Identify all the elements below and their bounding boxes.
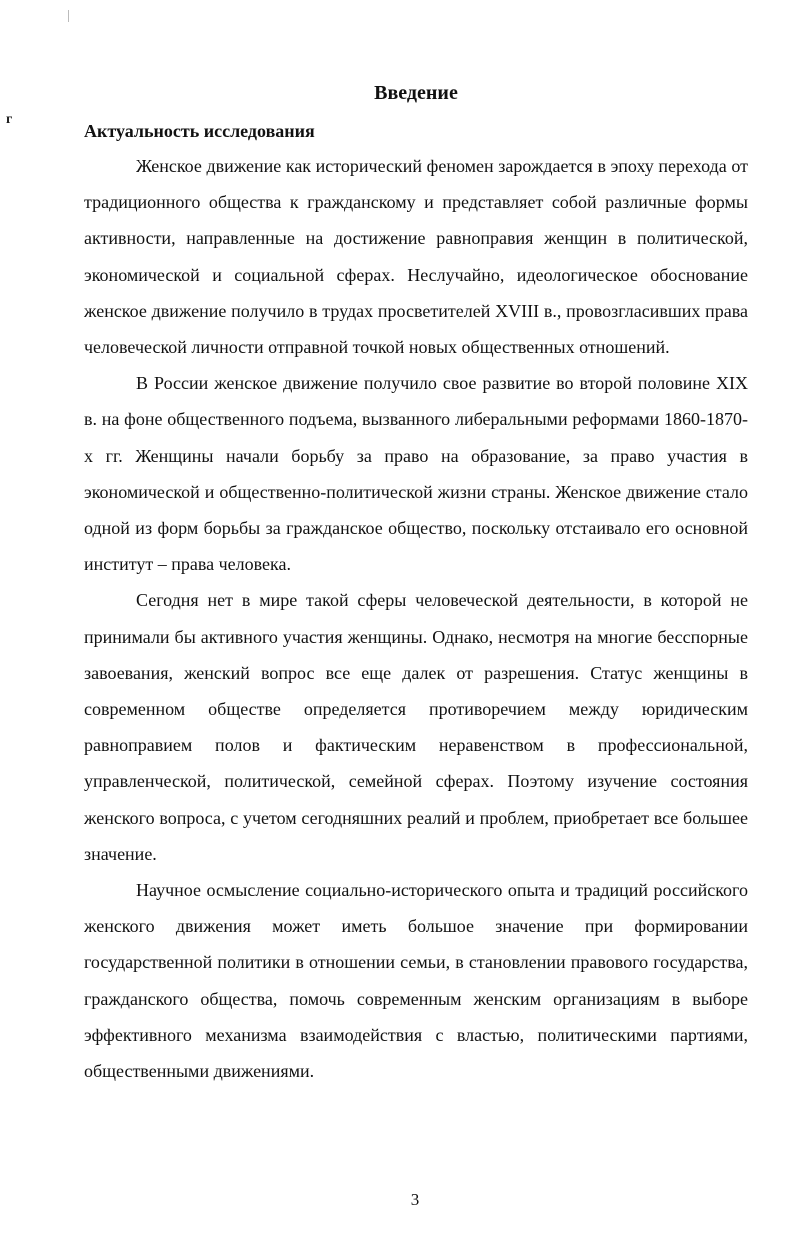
section-heading: Актуальность исследования (84, 121, 315, 141)
document-page (84, 78, 748, 1089)
scan-artifact-tick (68, 10, 69, 22)
margin-mark: г (6, 112, 13, 127)
paragraph-3: Сегодня нет в мире такой сферы человеческой деятельности, в которой не принимали бы активного участия женщины. Однако, несмотря на многие бесспорные завоевания, женский вопрос все еще далек от разрешения. Статус женщины в современном обществе определяется противоречием между юридическим равноправием полов и фактическим неравенством в профессиональной, управленческой, политической, семейной сферах. Поэтому изучение состояния женского вопроса, с учетом сегодняшних реалий и проблем, приобретает все большее значение. (84, 590, 748, 864)
page-number: 3 (410, 1190, 420, 1209)
paragraph-2: В России женское движение получило свое развитие во второй половине XIX в. на фоне общественного подъема, вызванного либеральными реформами 1860-1870-х гг. Женщины начали борьбу за право на образование, за право участия в экономической и общественно-политической жизни страны. Женское движение стало одной из форм борьбы за гражданское общество, поскольку отстаивало его основной институт – права человека. (84, 373, 748, 575)
paragraph-1: Женское движение как исторический феномен зарождается в эпоху перехода от традиционного общества к гражданскому и представляет собой различные формы активности, направленные на достижение равноправия женщин в политической, экономической и социальной сферах. Неслучайно, идеологическое обоснование женское движение получило в трудах просветителей XVIII в., провозгласивших права человеческой личности отправной точкой новых общественных отношений. (84, 156, 748, 358)
paragraph-4: Научное осмысление социально-исторического опыта и традиций российского женского движения может иметь большое значение при формировании государственной политики в отношении семьи, в становлении правового государства, гражданского общества, помочь современным женским организациям в выборе эффективного механизма взаимодействия с властью, политическими партиями, общественными движениями. (84, 880, 748, 1082)
page-title: Введение (374, 82, 458, 104)
